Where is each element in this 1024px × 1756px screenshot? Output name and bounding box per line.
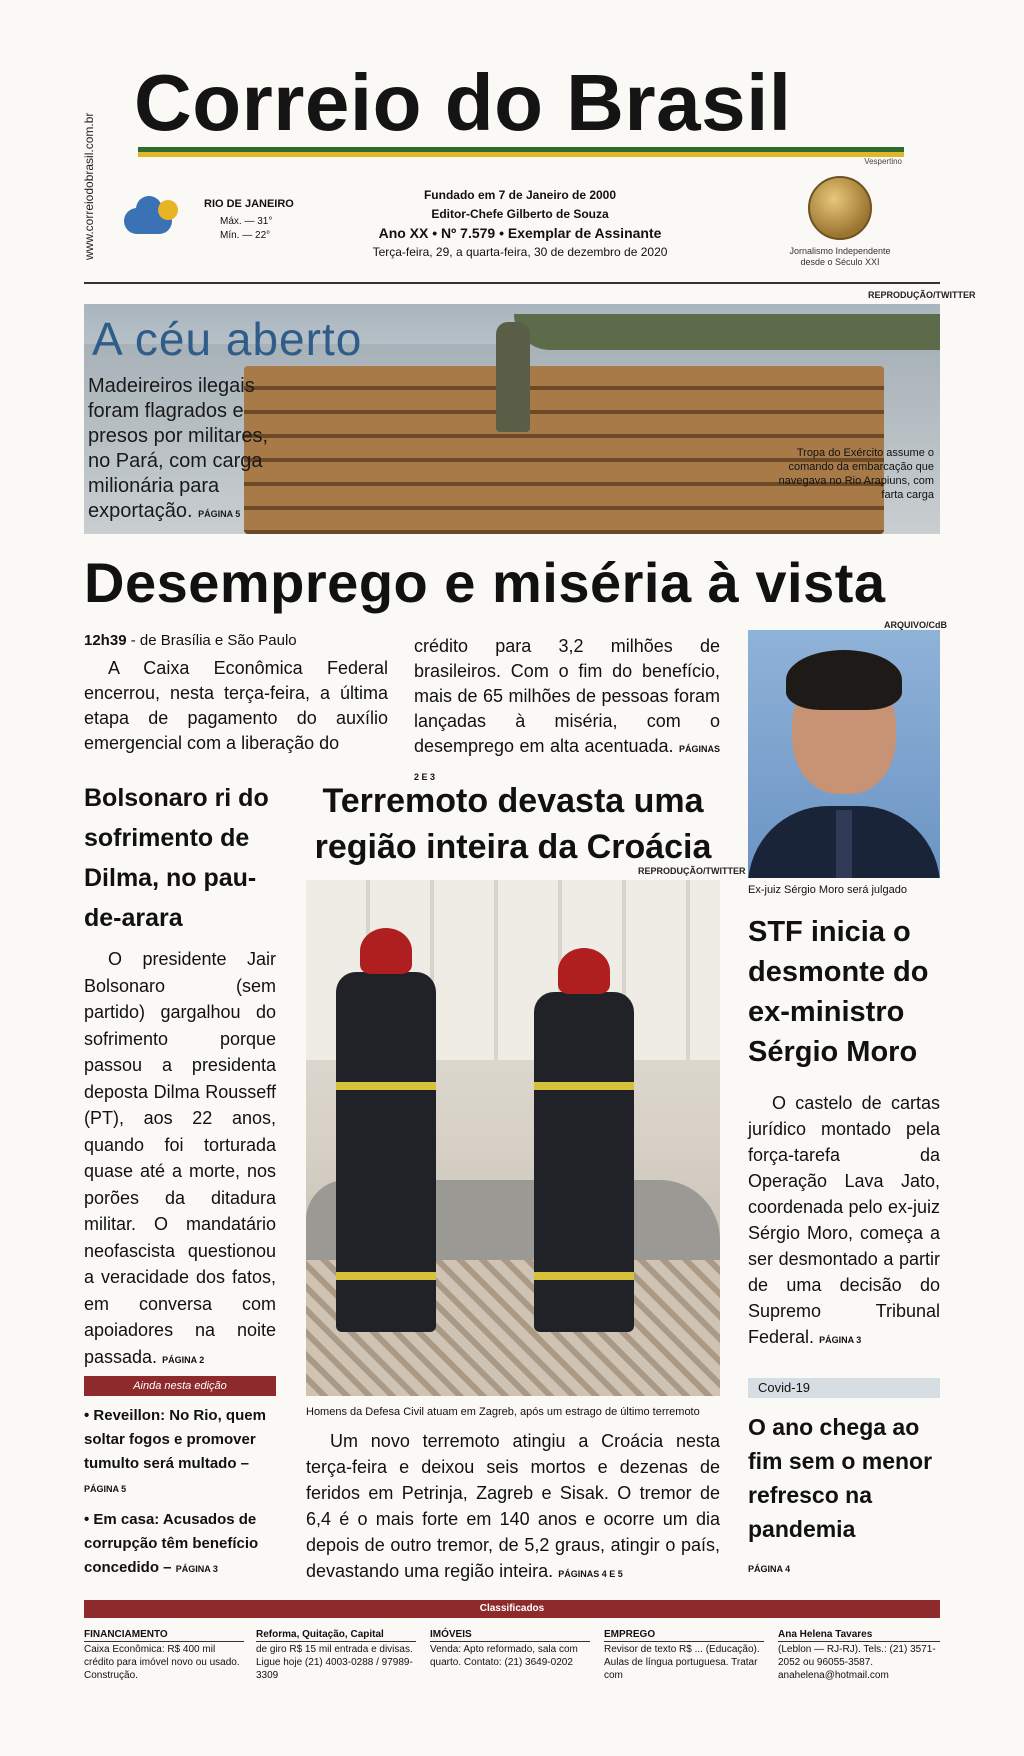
bolsonaro-page-ref[interactable]: PÁGINA 2 bbox=[162, 1354, 205, 1365]
banner-photo[interactable] bbox=[84, 304, 940, 534]
firefighter-left bbox=[336, 972, 436, 1332]
quake-page-ref[interactable]: PÁGINAS 4 E 5 bbox=[558, 1569, 623, 1579]
weather-max: Máx. — 31° bbox=[220, 216, 273, 227]
weather-box bbox=[124, 196, 294, 252]
helmet-icon bbox=[558, 948, 610, 994]
covid-tag: Covid-19 bbox=[748, 1378, 940, 1398]
covid-page-ref[interactable]: PÁGINA 4 bbox=[748, 1564, 791, 1574]
also-item-em-casa-text: • Em casa: Acusados de corrupção têm benefício concedido – bbox=[84, 1511, 259, 1576]
founding-info bbox=[300, 186, 740, 262]
also-item-reveillon-text: • Reveillon: No Rio, quem soltar fogos e promover tumulto será multado – bbox=[84, 1407, 266, 1472]
quake-photo[interactable] bbox=[306, 880, 720, 1396]
seal-icon bbox=[808, 176, 872, 240]
reflective-band bbox=[336, 1082, 436, 1090]
firefighter-right bbox=[534, 992, 634, 1332]
reflective-band bbox=[336, 1272, 436, 1280]
classified-ad-heading: Reforma, Quitação, Capital bbox=[256, 1628, 416, 1642]
side-url bbox=[82, 70, 100, 260]
weather-city: RIO DE JANEIRO bbox=[204, 198, 294, 210]
issue-number: Ano XX • Nº 7.579 • Exemplar de Assinante bbox=[378, 225, 662, 241]
lead-origin: - de Brasília e São Paulo bbox=[126, 632, 297, 649]
classified-ad-heading: Ana Helena Tavares bbox=[778, 1628, 940, 1642]
covid-headline[interactable]: O ano chega ao fim sem o menor refresco na pandemia bbox=[748, 1414, 933, 1542]
quake-caption: Homens da Defesa Civil atuam em Zagreb, após um estrago de último terremoto bbox=[306, 1406, 700, 1418]
lead-time: 12h39 bbox=[84, 632, 127, 649]
classified-ad[interactable] bbox=[778, 1628, 940, 1682]
classified-ad-text: Venda: Apto reformado, sala com quarto. Contato: (21) 3649-0202 bbox=[430, 1644, 578, 1668]
classified-ad-heading: IMÓVEIS bbox=[430, 1628, 590, 1642]
quake-text-body: Um novo terremoto atingiu a Croácia nesta terça-feira e deixou seis mortos e dezenas de feridos em Petrinja, Zagreb e Sisak. O tremor de 6,4 é o mais forte em 140 anos e ocorre um dia depois de outro tremor, de 5,2 graus, atingir o país, devastando uma região inteira. bbox=[306, 1431, 720, 1581]
quake-credit: REPRODUÇÃO/TWITTER bbox=[638, 866, 746, 876]
lead-column-1: A Caixa Econômica Federal encerrou, nesta terça-feira, a última etapa de pagamento do auxílio emergencial com a liberação do bbox=[84, 658, 388, 753]
classified-ad-heading: EMPREGO bbox=[604, 1628, 764, 1642]
classified-ad-heading: FINANCIAMENTO bbox=[84, 1628, 244, 1642]
bolsonaro-text bbox=[84, 946, 276, 1373]
weather-min: Mín. — 22° bbox=[220, 230, 271, 241]
masthead-stripe-yellow bbox=[138, 152, 904, 157]
newspaper-title[interactable]: Correio do Brasil bbox=[134, 58, 792, 147]
moro-photo[interactable] bbox=[748, 630, 940, 878]
classified-ad-text: de giro R$ 15 mil entrada e divisas. Ligue hoje (21) 4003-0288 / 97989-3309 bbox=[256, 1644, 413, 1681]
banner-credit: REPRODUÇÃO/TWITTER bbox=[868, 290, 976, 300]
banner-text-body: Madeireiros ilegais foram flagrados e presos por militares, no Pará, com carga milionária para exportação. bbox=[88, 375, 269, 522]
masthead bbox=[134, 58, 904, 166]
seal-caption: Jornalismo Independente desde o Século XXI bbox=[789, 246, 891, 267]
stf-headline[interactable]: STF inicia o desmonte do ex-ministro Sérgio Moro bbox=[748, 916, 929, 1068]
moro-caption: Ex-juiz Sérgio Moro será julgado bbox=[748, 884, 907, 896]
also-item-em-casa[interactable] bbox=[84, 1508, 280, 1581]
quake-headline[interactable]: Terremoto devasta uma região inteira da Croácia bbox=[314, 782, 712, 866]
stf-text-body: O castelo de cartas jurídico montado pela força-tarefa da Operação Lava Jato, coordenada pelo ex-juiz Sérgio Moro, começa a ser desmontado a partir de uma decisão do Supremo Tribunal Federal. bbox=[748, 1093, 940, 1347]
also-in-edition-header: Ainda nesta edição bbox=[84, 1376, 276, 1396]
side-url-text[interactable]: www.correiodobrasil.com.br bbox=[82, 112, 96, 260]
edition-label: Vespertino bbox=[864, 157, 902, 166]
also-item-reveillon-page: PÁGINA 5 bbox=[84, 1484, 127, 1494]
soldier-figure bbox=[496, 322, 530, 432]
classified-ad-text: Revisor de texto R$ ... (Educação). Aulas de língua portuguesa. Tratar com bbox=[604, 1644, 760, 1681]
helmet-icon bbox=[360, 928, 412, 974]
moro-credit: ARQUIVO/CdB bbox=[884, 620, 947, 630]
bolsonaro-text-body: O presidente Jair Bolsonaro (sem partido) gargalhou do sofrimento porque passou a presidenta deposta Dilma Rousseff (PT), aos 22 anos, quando foi torturada quase até a morte, nos porões da ditadura militar. O mandatário neofascista questionou a veracidade dos fatos, em conversa com apoiadores na noite passada. bbox=[84, 949, 276, 1367]
banner-caption: Tropa do Exército assume o comando da embarcação que navegava no Rio Arapiuns, com farta carga bbox=[778, 447, 934, 501]
classifieds-bar: Classificados bbox=[84, 1600, 940, 1618]
classified-ad-text: (Leblon — RJ-RJ). Tels.: (21) 3571-2052 ou 96055-3587. anahelena@hotmail.com bbox=[778, 1644, 936, 1681]
also-item-em-casa-page: PÁGINA 3 bbox=[175, 1564, 218, 1574]
banner-text bbox=[88, 374, 278, 527]
sun-icon bbox=[158, 200, 178, 220]
banner-page-ref[interactable]: PÁGINA 5 bbox=[198, 509, 241, 519]
classified-ad[interactable] bbox=[256, 1628, 416, 1682]
shore-image bbox=[514, 314, 940, 350]
lead-column-2 bbox=[414, 634, 720, 790]
reflective-band bbox=[534, 1272, 634, 1280]
editor-chief: Editor-Chefe Gilberto de Souza bbox=[431, 207, 609, 221]
banner-title[interactable]: A céu aberto bbox=[92, 313, 363, 365]
hair-shape bbox=[786, 650, 902, 710]
classified-ad[interactable] bbox=[430, 1628, 590, 1669]
lead-dateline bbox=[84, 632, 297, 649]
main-headline[interactable]: Desemprego e miséria à vista bbox=[84, 551, 886, 614]
classified-ad[interactable] bbox=[604, 1628, 764, 1682]
reflective-band bbox=[534, 1082, 634, 1090]
founding-date: Fundado em 7 de Janeiro de 2000 bbox=[423, 188, 617, 202]
divider bbox=[84, 282, 940, 284]
tie-shape bbox=[836, 810, 852, 878]
stf-text bbox=[748, 1090, 940, 1353]
classified-ad[interactable] bbox=[84, 1628, 244, 1682]
issue-date: Terça-feira, 29, a quarta-feira, 30 de dezembro de 2020 bbox=[372, 245, 668, 259]
lead-page-ref[interactable]: PÁGINAS 2 E 3 bbox=[414, 744, 720, 782]
classified-ad-text: Caixa Econômica: R$ 400 mil crédito para imóvel novo ou usado. Construção. bbox=[84, 1644, 240, 1681]
stf-page-ref[interactable]: PÁGINA 3 bbox=[819, 1335, 862, 1345]
also-item-reveillon[interactable] bbox=[84, 1404, 280, 1501]
lead-column-2-text: crédito para 3,2 milhões de brasileiros. Com o fim do benefício, mais de 65 milhões de pessoas foram lançadas à miséria, com o desemprego em alta acentuada. bbox=[414, 636, 720, 756]
bolsonaro-headline[interactable]: Bolsonaro ri do sofrimento de Dilma, no pau-de-arara bbox=[84, 784, 269, 932]
quake-text bbox=[306, 1428, 720, 1587]
